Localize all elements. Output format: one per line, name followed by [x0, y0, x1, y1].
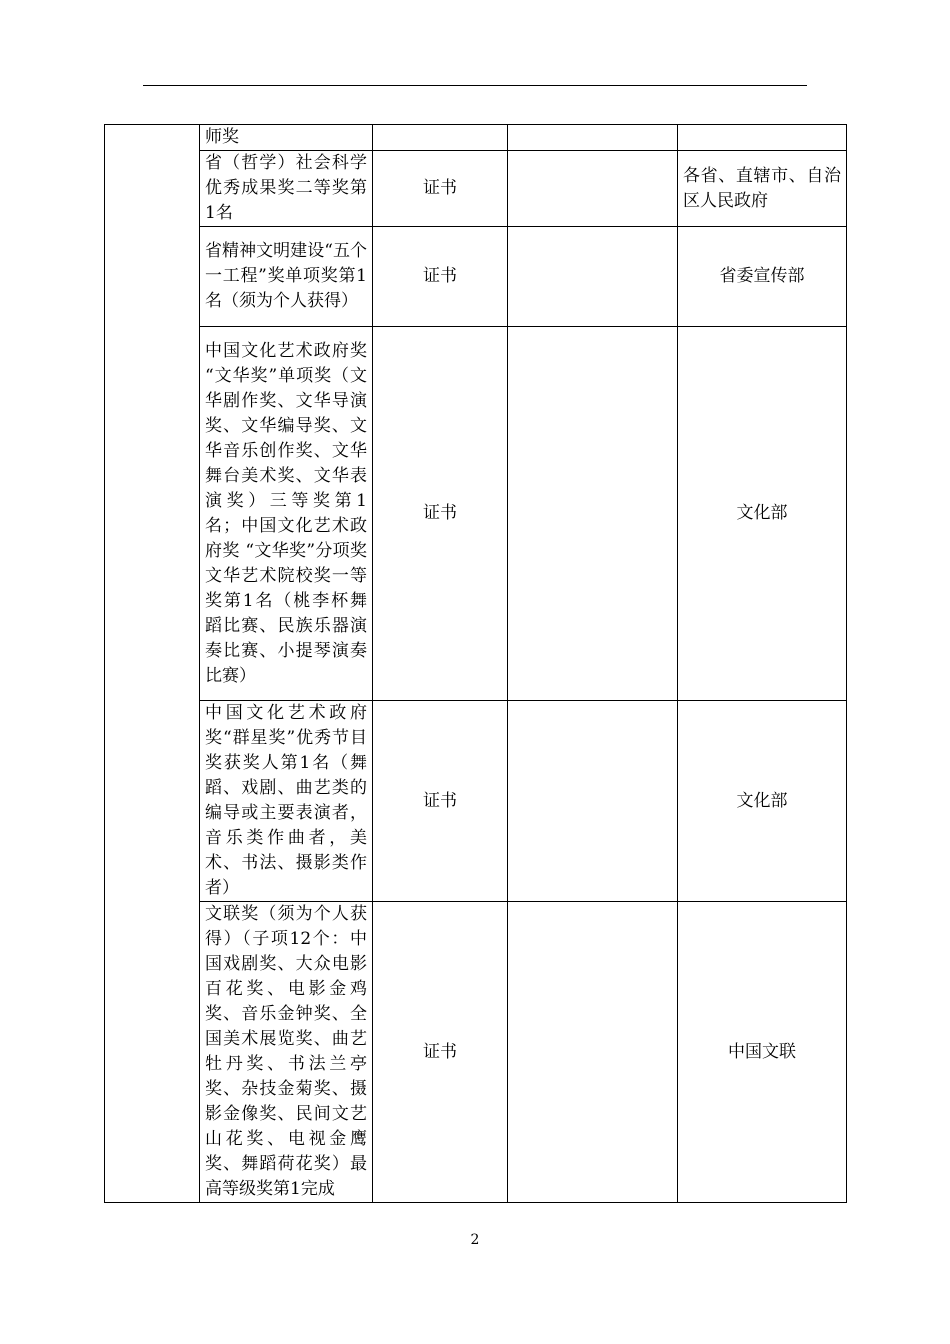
blank-cell: [508, 902, 678, 1203]
award-form-cell: 证书: [373, 701, 508, 902]
issuing-org-cell: [678, 151, 847, 227]
header-rule: [143, 85, 807, 86]
awards-table: [104, 124, 847, 1203]
award-form-cell: [373, 125, 508, 151]
issuing-org-cell: 文化部: [678, 327, 847, 701]
blank-cell: [508, 327, 678, 701]
table-row: [105, 327, 847, 701]
issuing-org-cell: 文化部: [678, 701, 847, 902]
blank-cell: [508, 701, 678, 902]
blank-cell: [508, 125, 678, 151]
blank-cell: [508, 227, 678, 327]
award-name-cell: 中国文化艺术政府奖 “文华奖”单项奖（文华剧作奖、文华导演奖、文华编导奖、文华音乐创作奖、文华舞台美术奖、文华表演奖）三等奖第1名；中国文化艺术政府奖 “文华奖”分项奖文华艺术院校奖一等奖第1名（桃李杯舞蹈比赛、民族乐器演奏比赛、小提琴演奏比赛）: [200, 327, 373, 701]
issuing-org-text: 各省、直辖市、自治区人民政府: [683, 165, 841, 211]
award-name-cell: 师奖: [200, 125, 373, 151]
issuing-org-cell: 中国文联: [678, 902, 847, 1203]
table-row: [105, 902, 847, 1203]
page-number: 2: [470, 1232, 480, 1248]
award-name-cell: 省精神文明建设“五个一工程”奖单项奖第1名（须为个人获得）: [200, 227, 373, 327]
award-form-cell: 证书: [373, 151, 508, 227]
table-row: [105, 227, 847, 327]
award-name-cell: 中国文化艺术政府奖“群星奖”优秀节目奖获奖人第1名（舞蹈、戏剧、曲艺类的编导或主要表演者，音乐类作曲者，美术、书法、摄影类作者）: [200, 701, 373, 902]
blank-cell: [508, 151, 678, 227]
award-name-cell: 省（哲学）社会科学优秀成果奖二等奖第1名: [200, 151, 373, 227]
issuing-org-cell: 省委宣传部: [678, 227, 847, 327]
award-name-cell: 文联奖（须为个人获得）（子项12个：中国戏剧奖、大众电影百花奖、电影金鸡奖、音乐金钟奖、全国美术展览奖、曲艺牡丹奖、书法兰亭奖、杂技金菊奖、摄影金像奖、民间文艺山花奖、电视金鹰奖、舞蹈荷花奖）最高等级奖第1完成: [200, 902, 373, 1203]
table-row: [105, 151, 847, 227]
award-form-cell: 证书: [373, 327, 508, 701]
table-row: [105, 125, 847, 151]
table-row: [105, 701, 847, 902]
award-form-cell: 证书: [373, 227, 508, 327]
category-cell: [105, 125, 200, 1203]
award-form-cell: 证书: [373, 902, 508, 1203]
issuing-org-cell: [678, 125, 847, 151]
